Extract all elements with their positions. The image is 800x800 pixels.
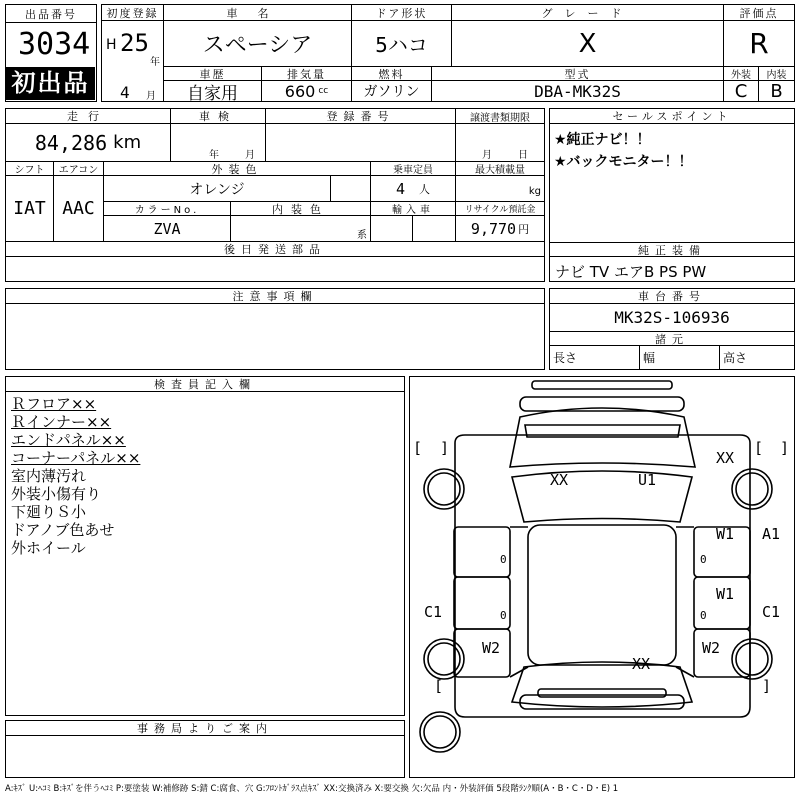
inspector-lines bbox=[11, 395, 140, 557]
sales-point-2: ★バックモニター！！ bbox=[554, 154, 693, 170]
import-b bbox=[413, 216, 456, 242]
capacity-cell bbox=[371, 176, 456, 202]
load-unit: kg bbox=[528, 186, 541, 197]
caution-box bbox=[5, 288, 545, 370]
displacement-value: 660 bbox=[284, 81, 316, 101]
bracket-left-open: [ bbox=[413, 439, 423, 457]
inspector-line-1: Ｒフロア×× bbox=[11, 395, 97, 413]
color-no-label: カラーNo. bbox=[104, 202, 231, 216]
wheel-front-right-outer bbox=[732, 469, 772, 509]
sales-box bbox=[549, 108, 795, 282]
mark-right-sill: C1 bbox=[762, 603, 781, 621]
bracket-right-bottom: ] bbox=[762, 677, 772, 695]
import-label: 輸入車 bbox=[371, 202, 456, 216]
zero-4: 0 bbox=[700, 609, 707, 622]
color-no-value: ZVA bbox=[104, 216, 231, 242]
bracket-left-close: ] bbox=[440, 439, 450, 457]
fuel-value: ガソリン bbox=[352, 81, 432, 101]
inspector-line-4: コーナーパネル×× bbox=[11, 449, 141, 467]
mid-grid bbox=[5, 108, 545, 282]
grade-label: グレード bbox=[452, 5, 724, 21]
model-label: 型式 bbox=[432, 67, 724, 81]
body-outline bbox=[455, 435, 750, 717]
grade-value: X bbox=[452, 21, 724, 67]
inspector-label: 検査員記入欄 bbox=[6, 377, 404, 392]
shift-value: IAT bbox=[6, 176, 54, 242]
zero-3: 0 bbox=[700, 553, 707, 566]
inspector-line-5: 室内薄汚れ bbox=[11, 467, 87, 485]
dims-label: 諸元 bbox=[550, 332, 794, 346]
year-value: 25 bbox=[120, 29, 149, 57]
interior-label: 内装 bbox=[759, 67, 794, 81]
recycle-value: 9,770 bbox=[470, 219, 517, 238]
bracket-left-bottom: [ bbox=[434, 677, 444, 695]
mark-left-sill: C1 bbox=[424, 603, 443, 621]
lot-number: 3034 bbox=[18, 27, 91, 62]
month-unit: 月 bbox=[146, 91, 156, 101]
transfer-label: 譲渡書類期限 bbox=[456, 109, 544, 124]
month-value: 4 bbox=[120, 83, 130, 101]
exterior-value: C bbox=[724, 81, 759, 101]
capacity-unit: 人 bbox=[419, 182, 431, 196]
mark-right-front-door: W1 bbox=[716, 525, 735, 543]
windshield bbox=[512, 471, 692, 522]
zero-1: 0 bbox=[500, 553, 507, 566]
model-value: DBA-MK32S bbox=[432, 81, 724, 101]
transfer-day: 日 bbox=[518, 150, 528, 161]
wheel-rear-right-outer bbox=[732, 639, 772, 679]
transfer-cell bbox=[456, 124, 544, 162]
insp-month: 月 bbox=[245, 150, 255, 161]
capacity-label: 乗車定員 bbox=[371, 162, 456, 176]
mark-hood-right: U1 bbox=[638, 471, 657, 489]
office-box bbox=[5, 720, 405, 778]
recycle-label: リサイクル預託金 bbox=[456, 202, 544, 216]
wheel-front-right bbox=[736, 473, 768, 505]
int-color-unit: 系 bbox=[357, 230, 367, 241]
first-reg-cell bbox=[102, 21, 164, 67]
ac-value: AAC bbox=[54, 176, 104, 242]
width-cell bbox=[640, 346, 720, 369]
inspector-line-3: エンドパネル×× bbox=[11, 431, 126, 449]
car-diagram-box bbox=[409, 376, 795, 778]
mark-right-fender: A1 bbox=[762, 525, 781, 543]
int-color-label: 内装色 bbox=[231, 202, 371, 216]
height-label: 高さ bbox=[723, 351, 748, 365]
exterior-label: 外装 bbox=[724, 67, 759, 81]
inspector-line-2: Ｒインナー×× bbox=[11, 413, 112, 431]
rear-window bbox=[512, 662, 692, 707]
later-parts-label: 後日発送部品 bbox=[6, 242, 544, 257]
mark-left-rear: W2 bbox=[482, 639, 501, 657]
roof bbox=[528, 525, 676, 665]
length-cell bbox=[550, 346, 640, 369]
month-cell bbox=[102, 67, 164, 101]
oem-label: 純正装備 bbox=[550, 242, 794, 257]
chassis-value: MK32S-106936 bbox=[550, 304, 794, 332]
mark-front-right: XX bbox=[716, 449, 735, 467]
front-bumper-lip bbox=[520, 397, 684, 411]
lot-block bbox=[5, 4, 97, 102]
inspector-line-8: ドアノブ色あせ bbox=[11, 521, 115, 539]
mark-right-rear: W2 bbox=[702, 639, 721, 657]
inspector-line-6: 外装小傷有り bbox=[11, 485, 102, 503]
bracket-right-close: ] bbox=[780, 439, 790, 457]
fuel-label: 燃料 bbox=[352, 67, 432, 81]
int-color-cell bbox=[231, 216, 371, 242]
inspection-cell bbox=[171, 124, 266, 162]
inspector-line-9: 外ホイール bbox=[11, 539, 86, 557]
displacement-label: 排気量 bbox=[262, 67, 352, 81]
inspection-label: 車検 bbox=[171, 109, 266, 124]
first-reg-label: 初度登録 bbox=[102, 5, 164, 21]
inspector-box bbox=[5, 376, 405, 716]
bracket-right-open: [ bbox=[754, 439, 764, 457]
score-label: 評価点 bbox=[724, 5, 794, 21]
displacement-unit: cc bbox=[318, 86, 329, 96]
transfer-month: 月 bbox=[482, 150, 492, 161]
mileage-cell bbox=[6, 124, 171, 162]
chassis-box bbox=[549, 288, 795, 370]
mileage-unit: km bbox=[113, 132, 142, 153]
sales-point-1: ★純正ナビ！！ bbox=[554, 132, 651, 148]
wheel-rear-left-outer bbox=[424, 639, 464, 679]
spare-wheel-outer bbox=[420, 712, 460, 752]
recycle-cell bbox=[456, 216, 544, 242]
load-label: 最大積載量 bbox=[456, 162, 544, 176]
legend: A:ｷｽﾞ U:ﾍｺﾐ B:ｷｽﾞを伴うﾍｺﾐ P:要塗装 W:補修跡 S:錆 C:腐食、穴 G:ﾌﾛﾝﾄｶﾞﾗｽ点ｷｽﾞ XX:交換済み X:要交換 欠:欠品 内・外装評価 5段階ﾗﾝｸ順(A・B・C・D・E) 1 bbox=[5, 784, 619, 794]
sales-label: セールスポイント bbox=[550, 109, 794, 124]
width-label: 幅 bbox=[643, 351, 656, 365]
left-front-fender bbox=[454, 527, 510, 577]
load-cell bbox=[456, 176, 544, 202]
score-value: R bbox=[724, 21, 794, 67]
caution-label: 注意事項欄 bbox=[6, 289, 544, 304]
displacement-cell bbox=[262, 81, 352, 101]
first-listing-badge: 初出品 bbox=[6, 67, 95, 100]
mileage-value: 84,286 bbox=[34, 130, 108, 155]
oem-value: ナビ TV エアB PS PW bbox=[555, 263, 707, 281]
year-unit: 年 bbox=[150, 57, 160, 67]
mark-hood-left: XX bbox=[550, 471, 569, 489]
shift-label: シフト bbox=[6, 162, 54, 176]
lot-label: 出品番号 bbox=[6, 5, 96, 23]
car-diagram bbox=[410, 377, 794, 777]
mark-right-rear-door: W1 bbox=[716, 585, 735, 603]
reg-value bbox=[266, 124, 456, 162]
spare-wheel bbox=[424, 716, 456, 748]
history-label: 車歴 bbox=[164, 67, 262, 81]
mark-rear-center: XX bbox=[632, 655, 651, 673]
interior-value: B bbox=[770, 81, 783, 101]
capacity-value: 4 bbox=[395, 179, 406, 198]
import-a bbox=[371, 216, 413, 242]
reg-label: 登録番号 bbox=[266, 109, 456, 124]
chassis-label: 車台番号 bbox=[550, 289, 794, 304]
door-value: 5ハコ bbox=[352, 21, 452, 67]
later-parts-value bbox=[6, 257, 544, 281]
height-cell bbox=[720, 346, 794, 369]
insp-year: 年 bbox=[209, 150, 219, 161]
history-value: 自家用 bbox=[164, 81, 262, 101]
ext-color-value: オレンジ bbox=[104, 176, 331, 202]
mileage-label: 走行 bbox=[6, 109, 171, 124]
office-label: 事務局よりご案内 bbox=[6, 721, 404, 736]
wheel-rear-right bbox=[736, 643, 768, 675]
inspector-line-7: 下廻りＳ小 bbox=[11, 503, 87, 521]
ac-label: エアコン bbox=[54, 162, 104, 176]
recycle-unit: 円 bbox=[518, 222, 530, 236]
zero-2: 0 bbox=[500, 609, 507, 622]
front-bumper bbox=[532, 381, 672, 389]
ext-color-code bbox=[331, 176, 371, 202]
length-label: 長さ bbox=[553, 351, 578, 365]
car-name-value: スペーシア bbox=[164, 21, 352, 67]
wheel-front-left-outer bbox=[424, 469, 464, 509]
car-name-label: 車名 bbox=[164, 5, 352, 21]
door-label: ドア形状 bbox=[352, 5, 452, 21]
header-grid bbox=[101, 4, 795, 102]
ext-color-label: 外装色 bbox=[104, 162, 371, 176]
era-value: H bbox=[106, 37, 117, 53]
